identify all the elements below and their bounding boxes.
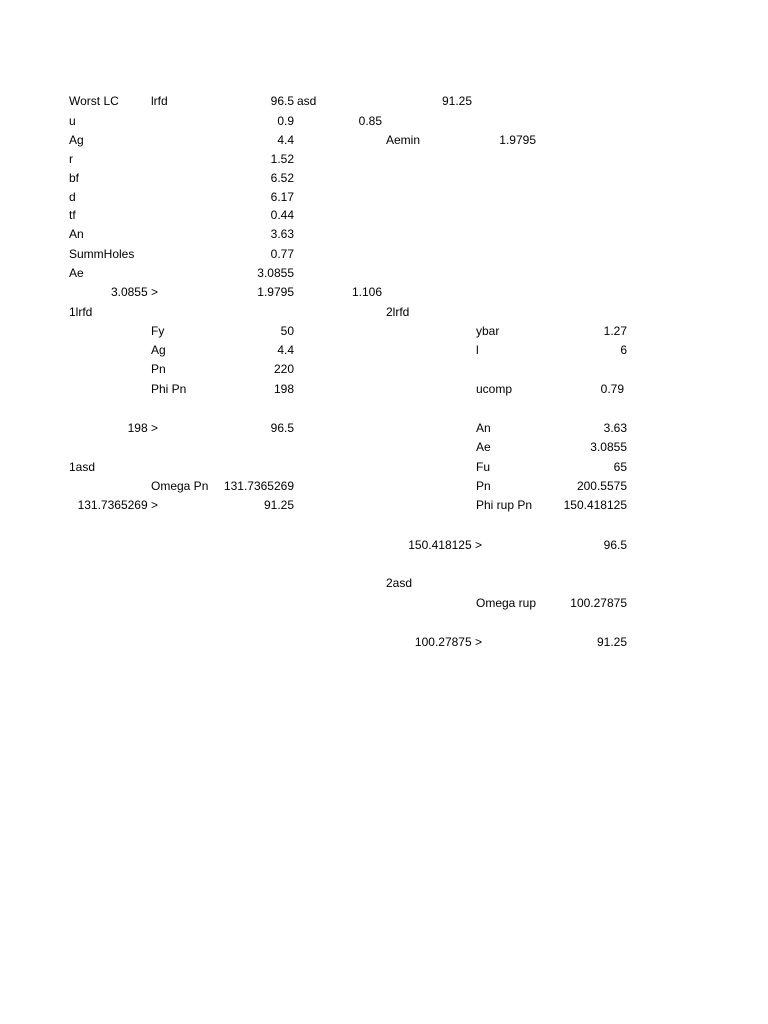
label-an: An bbox=[69, 227, 84, 241]
label-ucomp: ucomp bbox=[476, 382, 513, 396]
value-ratio: 1.106 bbox=[352, 285, 383, 299]
label-r: r bbox=[69, 152, 73, 166]
value-asd-compare-2: 91.25 bbox=[596, 635, 627, 649]
label-phi-pn: Phi Pn bbox=[151, 382, 187, 396]
value-pn-2: 200.5575 bbox=[576, 479, 627, 493]
value-ag: 4.4 bbox=[277, 133, 294, 147]
label-ybar: ybar bbox=[476, 324, 500, 338]
value-d: 6.17 bbox=[270, 190, 294, 204]
value-l: 6 bbox=[620, 343, 627, 357]
label-omega-pn: Omega Pn bbox=[151, 479, 209, 493]
label-2lrfd: 2lrfd bbox=[386, 305, 410, 319]
label-fy: Fy bbox=[151, 324, 165, 338]
label-summholes: SummHoles bbox=[69, 247, 135, 261]
label-ae-2: Ae bbox=[476, 440, 491, 454]
value-aemin: 1.9795 bbox=[499, 133, 536, 147]
label-pn: Pn bbox=[151, 362, 166, 376]
label-an-2: An bbox=[476, 421, 491, 435]
value-phi-pn-compare: 198 > bbox=[127, 421, 158, 435]
value-fy: 50 bbox=[280, 324, 294, 338]
value-u: 0.9 bbox=[277, 114, 294, 128]
value-summholes: 0.77 bbox=[270, 247, 294, 261]
label-bf: bf bbox=[69, 171, 80, 185]
value-ybar: 1.27 bbox=[603, 324, 627, 338]
label-1lrfd: 1lrfd bbox=[69, 305, 93, 319]
value-ucomp: 0.79 bbox=[600, 382, 624, 396]
label-ag: Ag bbox=[69, 133, 84, 147]
value-lrfd-compare-2: 96.5 bbox=[603, 538, 627, 552]
value-ae-2: 3.0855 bbox=[590, 440, 627, 454]
value-u2: 0.85 bbox=[358, 114, 382, 128]
value-an-2: 3.63 bbox=[603, 421, 627, 435]
value-asd-load: 91.25 bbox=[441, 94, 472, 108]
label-2asd: 2asd bbox=[386, 576, 413, 590]
label-phi-rup-pn: Phi rup Pn bbox=[476, 498, 533, 512]
label-l: l bbox=[476, 343, 479, 357]
label-ae: Ae bbox=[69, 266, 84, 280]
value-tf: 0.44 bbox=[270, 208, 294, 222]
label-ag-2: Ag bbox=[151, 343, 166, 357]
value-bf: 6.52 bbox=[270, 171, 294, 185]
value-phi-rup-pn: 150.418125 bbox=[563, 498, 627, 512]
value-fu: 65 bbox=[613, 460, 627, 474]
label-1asd: 1asd bbox=[69, 460, 96, 474]
label-aemin: Aemin bbox=[386, 133, 421, 147]
label-fu: Fu bbox=[476, 460, 491, 474]
label-lrfd: lrfd bbox=[151, 94, 168, 108]
value-r: 1.52 bbox=[270, 152, 294, 166]
value-pn: 220 bbox=[273, 362, 294, 376]
value-omega-rup-compare: 100.27875 > bbox=[414, 635, 482, 649]
value-phi-pn: 198 bbox=[273, 382, 294, 396]
value-ae: 3.0855 bbox=[257, 266, 294, 280]
value-lrfd-load: 96.5 bbox=[270, 94, 294, 108]
value-aemin-compare: 1.9795 bbox=[257, 285, 294, 299]
label-worst-lc: Worst LC bbox=[69, 94, 119, 108]
value-phi-rup-compare: 150.418125 > bbox=[408, 538, 482, 552]
value-asd-compare: 91.25 bbox=[263, 498, 294, 512]
label-tf: tf bbox=[69, 208, 76, 222]
label-omega-rup: Omega rup bbox=[476, 596, 537, 610]
value-an: 3.63 bbox=[270, 227, 294, 241]
label-u: u bbox=[69, 114, 76, 128]
label-pn-2: Pn bbox=[476, 479, 491, 493]
value-lrfd-compare: 96.5 bbox=[270, 421, 294, 435]
label-asd: asd bbox=[297, 94, 317, 108]
value-omega-rup: 100.27875 bbox=[570, 596, 627, 610]
label-d: d bbox=[69, 190, 76, 204]
value-omega-pn: 131.7365269 bbox=[223, 479, 294, 493]
value-ae-compare: 3.0855 > bbox=[110, 285, 158, 299]
value-omega-pn-compare: 131.7365269 > bbox=[77, 498, 158, 512]
value-ag-2: 4.4 bbox=[277, 343, 294, 357]
